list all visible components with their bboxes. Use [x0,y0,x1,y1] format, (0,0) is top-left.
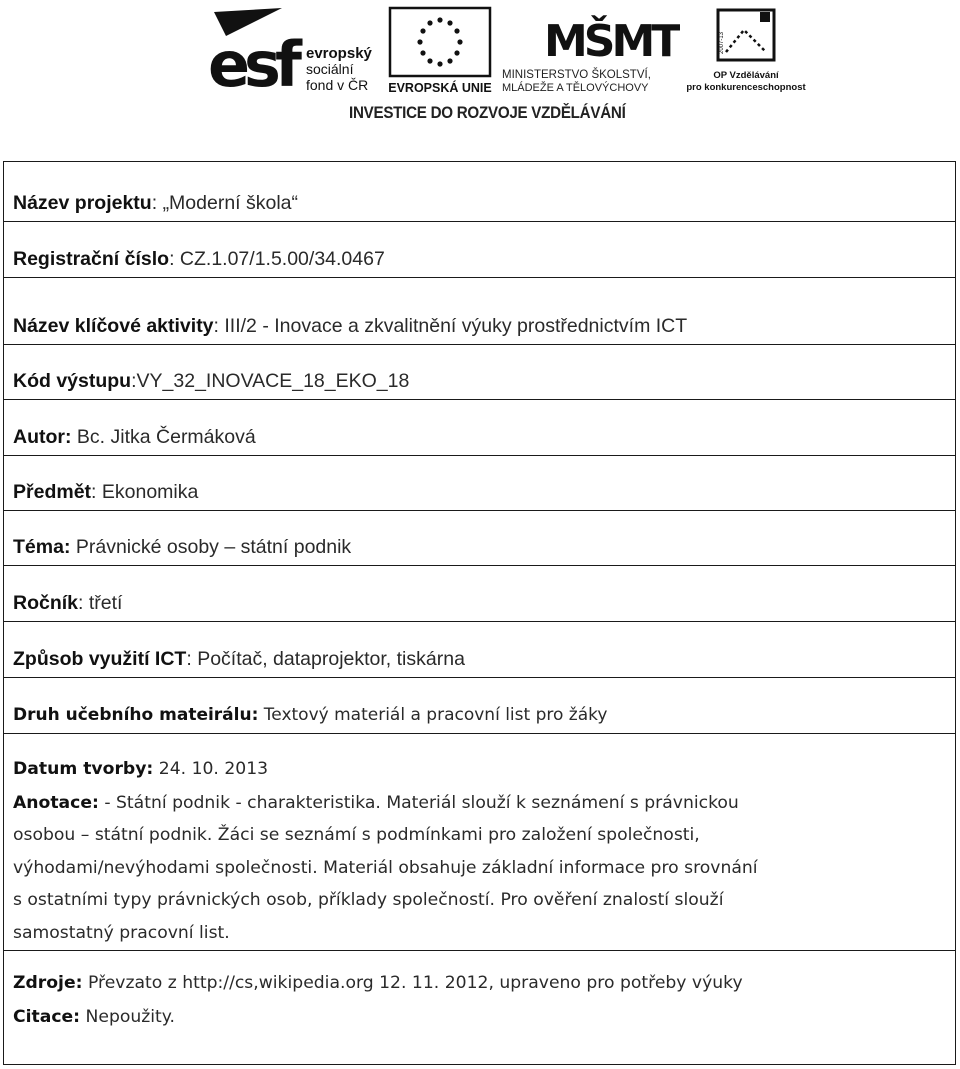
label-sources: Zdroje: [13,973,83,993]
label-output-code: Kód výstupu [13,370,132,392]
value-author: Bc. Jitka Čermáková [76,426,256,448]
label-key-activity: Název klíčové aktivity [13,315,214,337]
eu-flag-logo [386,6,494,96]
row-material-type [4,678,955,734]
value-output-code: VY_32_INOVACE_18_EKO_18 [136,370,410,392]
label-topic: Téma: [13,536,71,558]
row-project-name: Název projektu: „Moderní škola“ [4,162,955,222]
row-output-code: Kód výstupu:VY_32_INOVACE_18_EKO_18 [4,345,955,400]
annotation-line-5: samostatný pracovní list. [13,922,230,943]
creation-date [13,759,268,779]
msmt-mark: MŠMT [544,16,678,67]
row-registration-number: Registrační číslo: CZ.1.07/1.5.00/34.0467 [4,222,955,278]
esf-logo [206,6,384,94]
sources-line [13,973,743,993]
op-years: 2007-13 [719,31,725,54]
label-subject: Předmět [13,481,92,503]
value-registration-number: CZ.1.07/1.5.00/34.0467 [179,248,385,270]
value-material-type: Textový materiál a pracovní list pro žáky [263,705,608,725]
value-key-activity: III/2 - Inovace a zkvalitnění výuky prostřednictvím ICT [224,315,688,337]
value-creation-date: 24. 10. 2013 [158,759,269,779]
annotation-line-4: s ostatními typy právnických osob, příklady společností. Pro ověření znalostí slouží [13,890,724,911]
value-ict-usage: Počítač, dataprojektor, tiskárna [197,648,465,670]
op-vzdelavani-logo [686,4,806,96]
esf-line3: fond v ČR [306,77,369,93]
esf-line2: sociální [306,61,354,77]
annotation-line-1: - Státní podnik - charakteristika. Materiál slouží k seznámení s právnickou [98,793,739,813]
label-annotation: Anotace: [13,793,99,813]
row-grade: Ročník: třetí [4,566,955,622]
annotation-line-3: výhodami/nevýhodami společnosti. Materiál obsahuje základní informace pro srovnání [13,857,758,878]
msmt-line1: MINISTERSTVO ŠKOLSTVÍ, [502,69,651,81]
annotation-line-2: osobou – státní podnik. Žáci se seznámí s podmínkami pro založení společnosti, [13,825,700,846]
header-logos [0,0,960,130]
row-author [4,400,955,456]
value-subject: Ekonomika [101,481,199,503]
label-author: Autor: [13,426,72,448]
project-info-table [3,161,956,1065]
label-citations: Citace: [13,1007,81,1027]
label-material-type: Druh učebního mateirálu: [13,705,259,725]
label-project-name: Název projektu [13,192,152,214]
msmt-logo [500,4,680,96]
eu-caption: EVROPSKÁ UNIE [388,81,492,95]
label-registration-number: Registrační číslo [13,248,170,270]
row-key-activity: Název klíčové aktivity: III/2 - Inovace a zkvalitnění výuky prostřednictvím ICT [4,278,955,345]
value-topic: Právnické osoby – státní podnik [75,536,352,558]
annotation-block [13,787,948,949]
value-project-name: „Moderní škola“ [162,192,299,214]
value-sources: Převzato z http://cs,wikipedia.org 12. 11. 2012, upraveno pro potřeby výuky [82,973,743,993]
citations-line [13,1007,175,1027]
label-grade: Ročník [13,592,79,614]
row-ict-usage: Způsob využití ICT: Počítač, dataprojektor, tiskárna [4,622,955,678]
row-topic [4,511,955,566]
label-ict-usage: Způsob využití ICT [13,648,187,670]
value-citations: Nepoužity. [80,1007,175,1027]
label-creation-date: Datum tvorby: [13,759,154,779]
row-sources-citations [4,950,955,1067]
esf-line1: evropský [306,45,372,62]
op-line1: OP Vzdělávání [713,70,779,81]
msmt-line2: MLÁDEŽE A TĚLOVÝCHOVY [502,82,649,94]
value-grade: třetí [88,592,123,614]
investice-caption: INVESTICE DO ROZVOJE VZDĚLÁVÁNÍ [349,104,626,122]
op-line2: pro konkurenceschopnost [686,82,806,93]
esf-mark: esf [208,28,296,94]
row-subject: Předmět: Ekonomika [4,456,955,511]
